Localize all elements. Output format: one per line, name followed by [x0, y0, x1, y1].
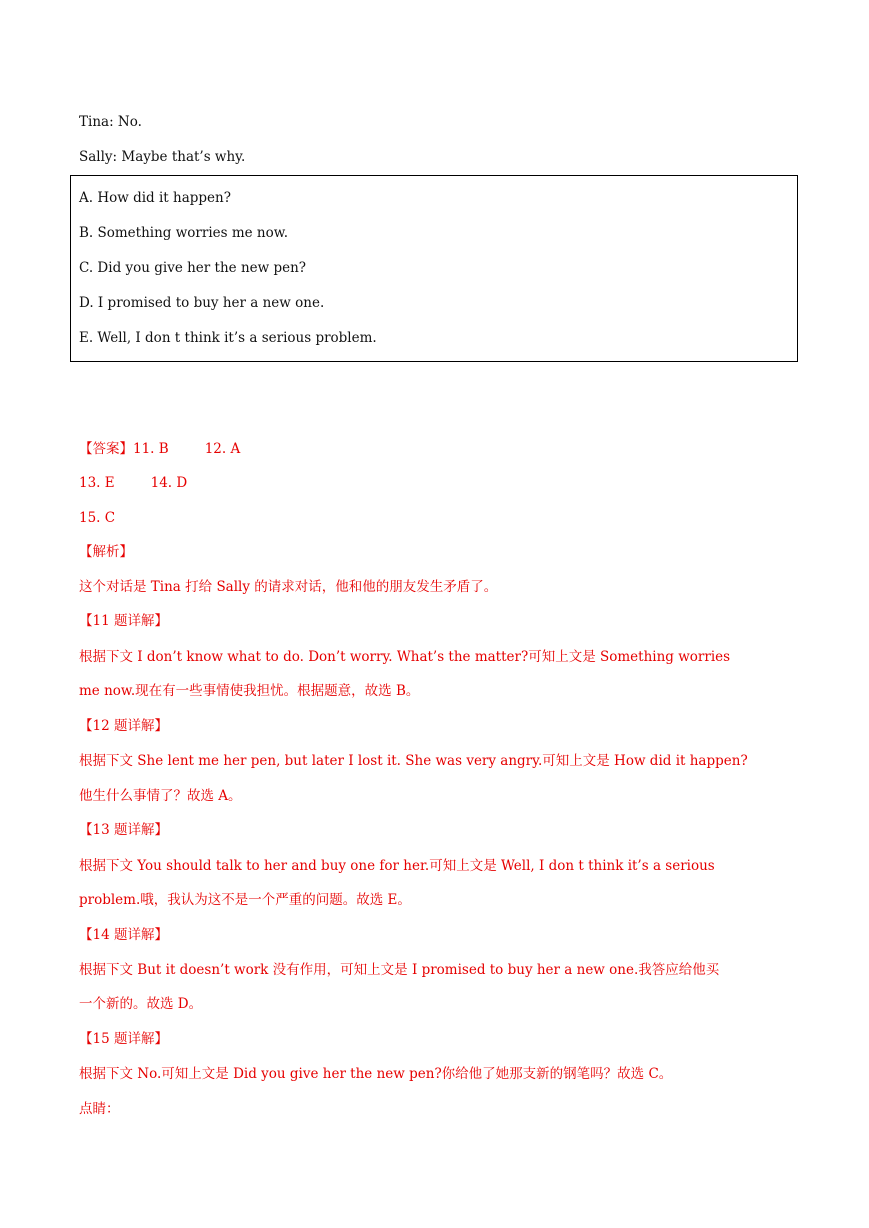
analysis-heading: 【解析】 — [79, 544, 133, 560]
detail-12-line-1: 根据下文 She lent me her pen, but later I lost it. She was very angry.可知上文是 How did it happen? — [79, 753, 748, 769]
dialogue-line-tina: Tina: No. — [79, 114, 142, 130]
detail-11-heading: 【11 题详解】 — [79, 613, 168, 629]
option-a: A. How did it happen? — [79, 190, 231, 206]
analysis-intro: 这个对话是 Tina 打给 Sally 的请求对话，他和他的朋友发生矛盾了。 — [79, 579, 498, 595]
answer-label: 【答案】 — [79, 441, 133, 457]
option-c: C. Did you give her the new pen? — [79, 260, 307, 276]
detail-12-line-2: 他生什么事情了？故选 A。 — [79, 788, 242, 804]
detail-14-line-2: 一个新的。故选 D。 — [79, 996, 203, 1012]
detail-13-line-1: 根据下文 You should talk to her and buy one for her.可知上文是 Well, I don t think it’s a serious — [79, 858, 715, 874]
answer-12: 12. A — [204, 441, 241, 457]
option-d: D. I promised to buy her a new one. — [79, 295, 325, 311]
options-box — [70, 175, 798, 362]
detail-14-line-1: 根据下文 But it doesn’t work 没有作用，可知上文是 I promised to buy her a new one.我答应给他买 — [79, 962, 720, 978]
answer-11: 11. B — [133, 441, 169, 457]
dialogue-line-sally: Sally: Maybe that’s why. — [79, 149, 246, 165]
detail-11-line-1: 根据下文 I don’t know what to do. Don’t worry. What’s the matter?可知上文是 Something worries — [79, 649, 731, 665]
detail-11-line-2: me now.现在有一些事情使我担忧。根据题意，故选 B。 — [79, 683, 420, 699]
detail-13-line-2: problem.哦，我认为这不是一个严重的问题。故选 E。 — [79, 892, 411, 908]
answer-14: 14. D — [150, 475, 188, 491]
detail-12-heading: 【12 题详解】 — [79, 718, 168, 734]
answer-13: 13. E — [79, 475, 115, 491]
detail-15-line-1: 根据下文 No.可知上文是 Did you give her the new pen?你给他了她那支新的钢笔吗？故选 C。 — [79, 1066, 673, 1082]
detail-14-heading: 【14 题详解】 — [79, 927, 168, 943]
option-e: E. Well, I don t think it’s a serious problem. — [79, 330, 377, 346]
answer-row-2 — [79, 474, 187, 492]
answer-15: 15. C — [79, 510, 116, 526]
detail-15-heading: 【15 题详解】 — [79, 1031, 168, 1047]
answer-row-1 — [79, 440, 240, 458]
detail-13-heading: 【13 题详解】 — [79, 822, 168, 838]
option-b: B. Something worries me now. — [79, 225, 288, 241]
comment-label: 点睛： — [79, 1101, 120, 1117]
